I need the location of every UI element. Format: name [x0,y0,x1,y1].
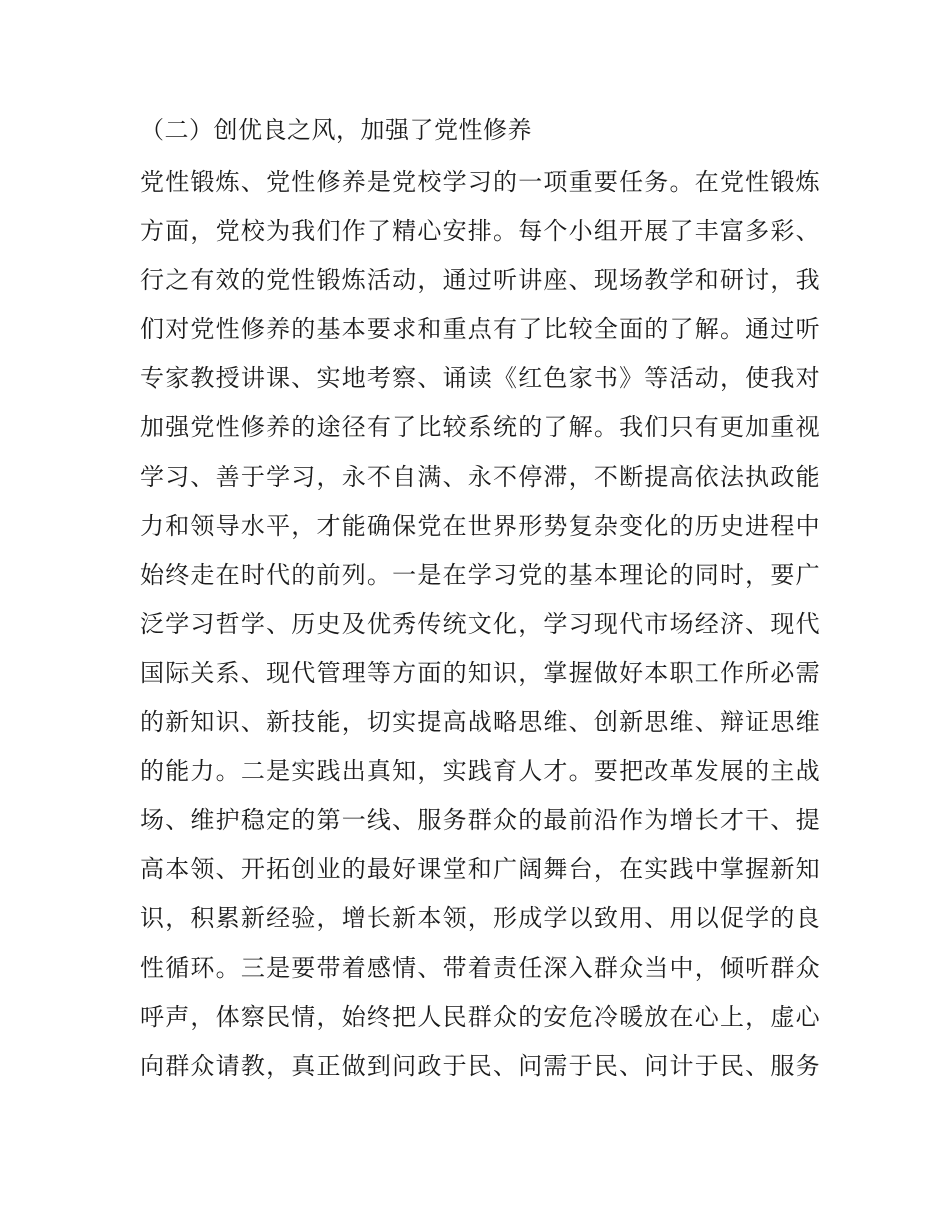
line-text: 国际关系、现代管理等方面的知识，掌握做好本职工作所必需 [140,658,820,687]
paragraph-line [140,502,820,551]
line-text: 的新知识、新技能，切实提高战略思维、创新思维、辩证思维 [140,708,820,737]
line-text: 们对党性修养的基本要求和重点有了比较全面的了解。通过听 [140,315,820,344]
paragraph-line [140,403,820,452]
line-text: 加强党性修养的途径有了比较系统的了解。我们只有更加重视 [140,413,820,442]
line-text: 泛学习哲学、历史及优秀传统文化，学习现代市场经济、现代 [140,609,820,638]
body-paragraph [140,158,820,1091]
paragraph-line [140,354,820,403]
section-heading: （二）创优良之风，加强了党性修养 [140,116,532,144]
line-text: 识，积累新经验，增长新本领，形成学以致用、用以促学的良 [140,904,820,933]
line-text: 党性锻炼、党性修养是党校学习的一项重要任务。在党性锻炼 [140,168,820,196]
paragraph-line [140,551,820,600]
paragraph-line [140,747,820,796]
line-text: 学习、善于学习，永不自满、永不停滞，不断提高依法执政能 [140,462,820,491]
line-text: 向群众请教，真正做到问政于民、问需于民、问计于民、服务 [140,1051,820,1080]
paragraph-line [140,944,820,993]
paragraph-line [140,453,820,502]
paragraph-line [140,1042,820,1091]
line-text: 性循环。三是要带着感情、带着责任深入群众当中，倾听群众 [140,953,820,982]
line-text: 力和领导水平，才能确保党在世界形势复杂变化的历史进程中 [140,511,820,540]
paragraph-line [140,600,820,649]
line-text: 的能力。二是实践出真知，实践育人才。要把改革发展的主战 [140,757,820,786]
line-text: 方面，党校为我们作了精心安排。每个小组开展了丰富多彩、 [140,217,820,246]
line-text: 高本领、开拓创业的最好课堂和广阔舞台，在实践中掌握新知 [140,855,820,884]
line-text: 场、维护稳定的第一线、服务群众的最前沿作为增长才干、提 [140,806,820,835]
line-text: 专家教授讲课、实地考察、诵读《红色家书》等活动，使我对 [140,364,820,393]
paragraph-line [140,158,820,207]
paragraph-line [140,305,820,354]
paragraph-line [140,256,820,305]
line-text: 呼声，体察民情，始终把人民群众的安危冷暖放在心上，虚心 [140,1002,820,1031]
paragraph-line [140,649,820,698]
line-text: 行之有效的党性锻炼活动，通过听讲座、现场教学和研讨，我 [140,266,820,295]
line-text: 始终走在时代的前列。一是在学习党的基本理论的同时，要广 [140,560,820,589]
paragraph-line [140,894,820,943]
paragraph-line [140,845,820,894]
paragraph-line [140,207,820,256]
paragraph-line [140,698,820,747]
paragraph-line [140,993,820,1042]
paragraph-line [140,796,820,845]
